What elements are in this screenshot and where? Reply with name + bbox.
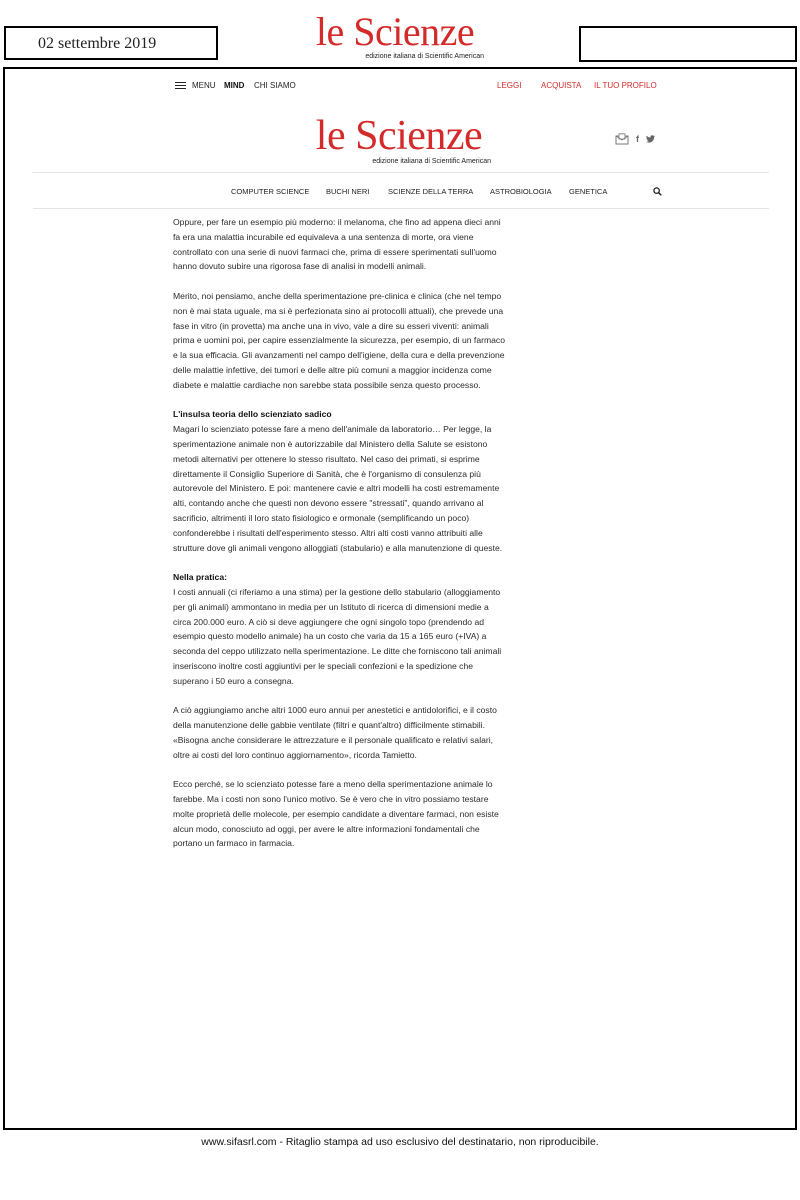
article-paragraph: Magari lo scienziato potesse fare a meno dell'animale da laboratorio… Per legge, la sperimentazione animale non è autorizzabile dal Ministero della Salute se esistono metodi alternativi per ottenere lo stesso risultato. Nel caso dei primati, si esprime direttamente il Consiglio Superiore di Sanità, che è l'organismo di consulenza più autorevole del Ministero. E poi: mantenere cavie e altri modelli ha costi estremamente alti, contando anche che questi non devono essere "stressati", quando arrivano al sacrificio, altrimenti il loro stato fisiologico e ormonale (semplificando un poco) confonderebbe i risultati dell'esperimento stesso. Altri alti costi vanno attribuiti alle strutture dove gli animali vengono alloggiati (stabulario) e alla manutenzione di queste. bbox=[173, 424, 503, 553]
article-paragraph: I costi annuali (ci riferiamo a una stima) per la gestione dello stabulario (alloggiamento per gli animali) ammontano in media per un Istituto di ricerca di dimensioni medie a circa 200.000 euro. A ciò si deve aggiungere che ogni singolo topo (prendendo ad esempio questo modello animale) ha un costo che varia da 15 a 165 euro (+IVA) a seconda del ceppo utilizzato nella sperimentazione. Le ditte che forniscono tali animali inseriscono inoltre costi aggiuntivi per le speciali confezioni e la spedizione che superano i 50 euro a consegna. bbox=[173, 586, 502, 686]
hamburger-icon bbox=[175, 82, 186, 90]
site-logo[interactable] bbox=[303, 115, 495, 165]
clipping-logo-subtitle: edizione italiana di Scientific American bbox=[365, 53, 484, 60]
nav-link-profilo[interactable]: IL TUO PROFILO bbox=[594, 81, 657, 90]
nav-link-leggi[interactable]: LEGGI bbox=[497, 81, 522, 90]
twitter-icon[interactable] bbox=[646, 135, 655, 143]
nav-link-acquista[interactable]: ACQUISTA bbox=[541, 81, 582, 90]
clipping-empty-box bbox=[579, 26, 797, 62]
newsletter-icon[interactable] bbox=[615, 133, 629, 145]
facebook-icon[interactable]: f bbox=[636, 134, 639, 144]
clipping-logo bbox=[300, 9, 490, 60]
social-links bbox=[615, 133, 655, 145]
nav-link-chi-siamo[interactable]: CHI SIAMO bbox=[254, 81, 296, 90]
clipping-date-box bbox=[4, 26, 218, 60]
article-paragraph: Oppure, per fare un esempio più moderno: il melanoma, che fino ad appena dieci anni fa era una malattia incurabile ed equivaleva a una sentenza di morte, ora viene controllato con una serie di nuovi farmaci che, prima di essere sperimentati sull'uomo hanno dovuto subire una rigorosa fase di analisi in modelli animali. bbox=[173, 217, 501, 272]
article-paragraph: Ecco perché, se lo scienziato potesse fare a meno della sperimentazione animale lo farebbe. Ma i costi non sono l'unico motivo. Se è vero che in vitro possiamo testare molte proprietà delle molecole, per esempio candidate a diventare farmaci, non esiste alcun modo, conosciuto ad oggi, per avere le altre informazioni fondamentali che portano un farmaco in farmacia. bbox=[173, 779, 499, 849]
article-subheading: Nella pratica: bbox=[173, 572, 227, 583]
top-navigation bbox=[5, 81, 795, 95]
clipped-page-frame bbox=[3, 67, 797, 1130]
site-logo-subtitle: edizione italiana di Scientific American bbox=[372, 158, 491, 165]
clipping-logo-text: le Scienze bbox=[315, 9, 475, 54]
nav-divider-top bbox=[33, 172, 769, 173]
article-body bbox=[173, 215, 505, 866]
clipping-footer: www.sifasrl.com - Ritaglio stampa ad uso esclusivo del destinatario, non riproducibile. bbox=[201, 1136, 599, 1148]
category-computer-science[interactable]: COMPUTER SCIENCE bbox=[231, 187, 310, 196]
category-buchi-neri[interactable]: BUCHI NERI bbox=[326, 187, 370, 196]
search-icon[interactable] bbox=[653, 187, 662, 196]
menu-button[interactable] bbox=[175, 81, 216, 90]
site-logo-text: le Scienze bbox=[315, 113, 483, 159]
nav-link-mind[interactable]: MIND bbox=[224, 81, 245, 90]
article-paragraph: Merito, noi pensiamo, anche della sperimentazione pre-clinica e clinica (che nel tempo non è mai stata uguale, ma si è perfezionata sino ai protocolli attuali), che prevede una fase in vitro (in provetta) ma anche una in vivo, vale a dire su esseri viventi: animali prima e uomini poi, per capire essenzialmente la sicurezza, per esempio, di un farmaco e la sua efficacia. Gli avanzamenti nel campo dell'igiene, della cura e della prevenzione delle malattie infettive, dei tumori e delle altre più comuni a maggior incidenza come diabete e malattie cardiache non sarebbe stata possibile senza questo processo. bbox=[173, 290, 505, 390]
article-subheading: L'insulsa teoria dello scienziato sadico bbox=[173, 409, 332, 420]
category-astrobiologia[interactable]: ASTROBIOLOGIA bbox=[490, 187, 552, 196]
clipping-date: 02 settembre 2019 bbox=[38, 35, 157, 52]
category-genetica[interactable]: GENETICA bbox=[569, 187, 608, 196]
menu-label: MENU bbox=[192, 81, 216, 90]
category-scienze-della-terra[interactable]: SCIENZE DELLA TERRA bbox=[388, 187, 474, 196]
article-paragraph: A ciò aggiungiamo anche altri 1000 euro annui per anestetici e antidolorifici, e il costo della manutenzione delle gabbie ventilate (filtri e quant'altro) difficilmente stimabili. «Bisogna anche considerare le attrezzature e il personale qualificato e relativi salari, oltre ai costi del loro continuo aggiornamento», ricorda Tamietto. bbox=[173, 705, 497, 760]
nav-divider-bottom bbox=[33, 208, 769, 209]
